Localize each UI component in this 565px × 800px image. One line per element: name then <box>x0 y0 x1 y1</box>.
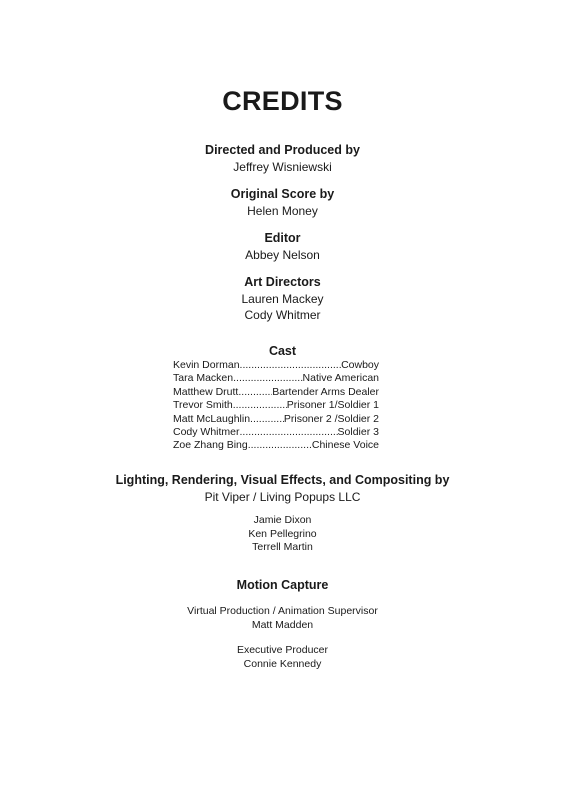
directed-name: Jeffrey Wisniewski <box>233 160 332 174</box>
cast-actor: Zoe Zhang Bing <box>173 439 248 452</box>
lighting-company: Pit Viper / Living Popups LLC <box>204 490 361 504</box>
cast-role: Prisoner 1/Soldier 1 <box>286 399 379 412</box>
art-name-2: Cody Whitmer <box>244 308 321 322</box>
cast-row <box>173 386 379 399</box>
cast-role: Soldier 3 <box>337 426 379 439</box>
score-heading: Original Score by <box>230 187 335 201</box>
cast-role: Bartender Arms Dealer <box>272 385 379 398</box>
leader-dots <box>250 413 284 426</box>
crew-name-1: Jamie Dixon <box>253 514 312 526</box>
editor-heading: Editor <box>264 231 301 245</box>
cast-actor: Cody Whitmer <box>173 426 240 439</box>
score-name: Helen Money <box>247 204 318 218</box>
cast-actor: Matt McLaughlin <box>173 412 251 425</box>
directed-section <box>0 142 565 175</box>
leader-dots <box>233 399 287 412</box>
cast-row <box>173 413 379 426</box>
directed-heading: Directed and Produced by <box>205 143 360 157</box>
leader-dots <box>233 372 302 385</box>
art-section <box>0 274 565 323</box>
cast-role: Chinese Voice <box>311 439 379 452</box>
leader-dots <box>248 439 312 452</box>
crew-name-3: Terrell Martin <box>252 541 313 553</box>
page-title: CREDITS <box>222 86 343 116</box>
cast-actor: Trevor Smith <box>173 399 233 412</box>
motion-name-1: Matt Madden <box>251 618 314 631</box>
crew-name-2: Ken Pellegrino <box>248 527 317 540</box>
leader-dots <box>240 426 338 439</box>
leader-dots <box>238 386 272 399</box>
cast-actor: Matthew Drutt <box>173 385 239 398</box>
lighting-crew <box>0 514 565 555</box>
cast-section <box>0 343 565 360</box>
editor-name: Abbey Nelson <box>245 248 320 262</box>
leader-dots <box>240 359 342 372</box>
art-name-1: Lauren Mackey <box>241 292 324 306</box>
cast-list <box>173 359 379 453</box>
cast-actor: Kevin Dorman <box>173 359 240 371</box>
motion-heading: Motion Capture <box>236 578 329 592</box>
lighting-section <box>0 472 565 505</box>
motion-role-2: Executive Producer <box>236 644 329 656</box>
motion-name-2: Connie Kennedy <box>243 657 322 670</box>
art-heading: Art Directors <box>244 275 321 289</box>
cast-role: Cowboy <box>341 359 379 371</box>
editor-section <box>0 230 565 263</box>
cast-role: Native American <box>302 372 379 385</box>
motion-producer <box>0 644 565 671</box>
cast-row <box>173 359 379 372</box>
cast-row <box>173 372 379 385</box>
cast-role: Prisoner 2 /Soldier 2 <box>283 412 379 425</box>
motion-section <box>0 577 565 594</box>
cast-row <box>173 399 379 412</box>
motion-supervisor <box>0 605 565 632</box>
score-section <box>0 186 565 219</box>
cast-row <box>173 426 379 439</box>
motion-role-1: Virtual Production / Animation Supervisor <box>187 605 378 617</box>
cast-heading: Cast <box>268 344 297 358</box>
cast-actor: Tara Macken <box>173 372 234 385</box>
lighting-heading: Lighting, Rendering, Visual Effects, and Compositing by <box>115 473 450 487</box>
cast-row <box>173 439 379 452</box>
